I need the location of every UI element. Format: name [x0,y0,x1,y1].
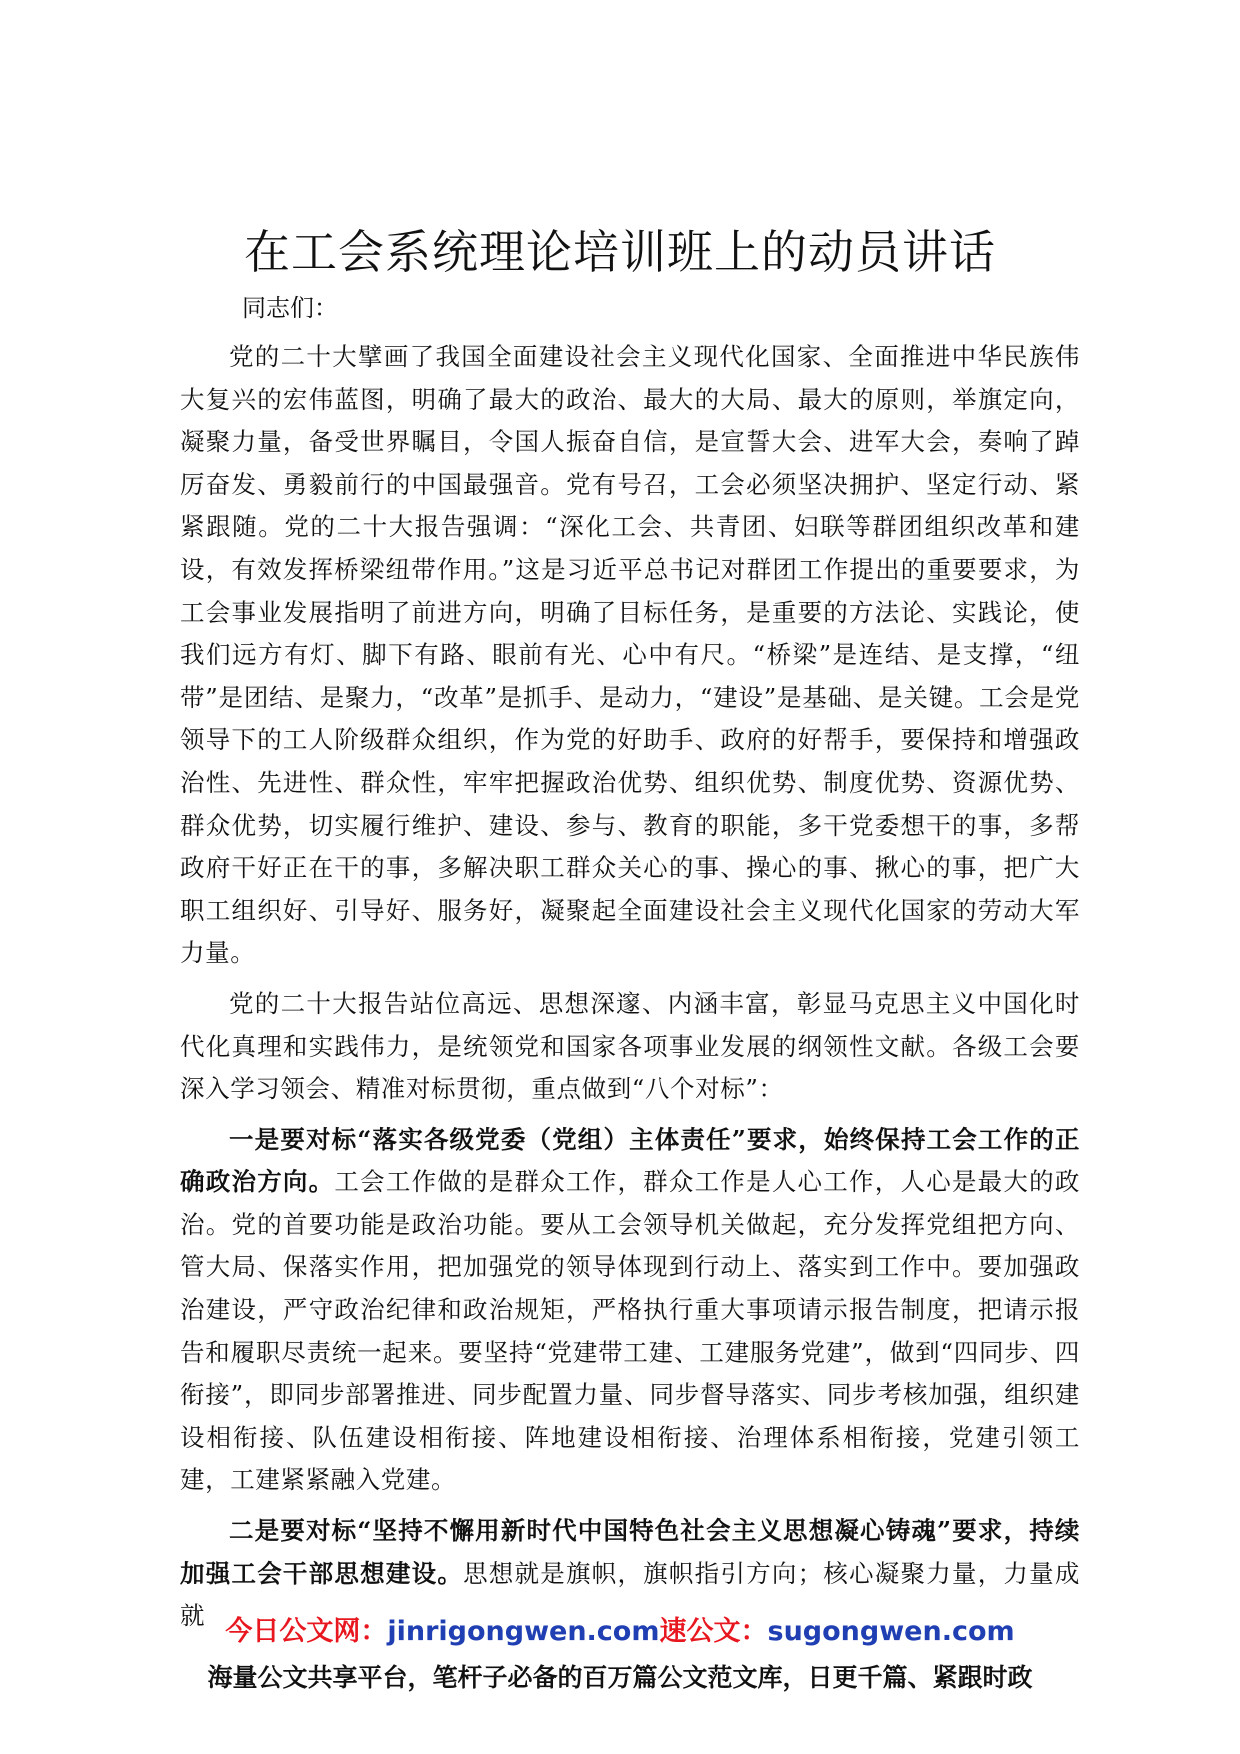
footer-sites [0,1614,1240,1650]
paragraph-lead: 二是要对标“坚持不懈用新时代中国特色社会主义思想凝心铸魂”要求，持续加强工会干部思想建设。 [180,1516,1080,1588]
paragraph-text: 工会工作做的是群众工作，群众工作是人心工作，人心是最大的政治。党的首要功能是政治功能。要从工会领导机关做起，充分发挥党组把方向、管大局、保落实作用，把加强党的领导体现到行动上、落实到工作中。要加强政治建设，严守政治纪律和政治规矩，严格执行重大事项请示报告制度，把请示报告和履职尽责统一起来。要坚持“党建带工建、工建服务党建”，做到“四同步、四衔接”，即同步部署推进、同步配置力量、同步督导落实、同步考核加强，组织建设相衔接、队伍建设相衔接、阵地建设相衔接、治理体系相衔接，党建引领工建，工建紧紧融入党建。 [180,1167,1080,1495]
paragraph-3 [180,1119,1080,1502]
site1-link[interactable]: jinrigongwen.com [387,1616,660,1647]
site2-label: 速公文： [659,1616,768,1647]
site1-label: 今日公文网： [225,1616,388,1647]
paragraph-2 [180,983,1080,1111]
paragraph-text: 党的二十大擘画了我国全面建设社会主义现代化国家、全面推进中华民族伟大复兴的宏伟蓝图，明确了最大的政治、最大的大局、最大的原则，举旗定向，凝聚力量，备受世界瞩目，令国人振奋自信，是宣誓大会、进军大会，奏响了踔厉奋发、勇毅前行的中国最强音。党有号召，工会必须坚决拥护、坚定行动、紧紧跟随。党的二十大报告强调：“深化工会、共青团、妇联等群团组织改革和建设，有效发挥桥梁纽带作用。”这是习近平总书记对群团工作提出的重要要求，为工会事业发展指明了前进方向，明确了目标任务，是重要的方法论、实践论，使我们远方有灯、脚下有路、眼前有光、心中有尺。“桥梁”是连结、是支撑，“纽带”是团结、是聚力，“改革”是抓手、是动力，“建设”是基础、是关键。工会是党领导下的工人阶级群众组织，作为党的好助手、政府的好帮手，要保持和增强政治性、先进性、群众性，牢牢把握政治优势、组织优势、制度优势、资源优势、群众优势，切实履行维护、建设、参与、教育的职能，多干党委想干的事，多帮政府干好正在干的事，多解决职工群众关心的事、操心的事、揪心的事，把广大职工组织好、引导好、服务好，凝聚起全面建设社会主义现代化国家的劳动大军力量。 [180,342,1080,968]
document-body [180,336,1080,1646]
paragraph-1 [180,336,1080,975]
document-title: 在工会系统理论培训班上的动员讲话 [244,225,996,279]
greeting: 同志们： [242,294,338,322]
footer-tagline: 海量公文共享平台，笔杆子必备的百万篇公文范文库，日更千篇、紧跟时政 [207,1663,1033,1692]
paragraph-lead: 一是要对标“落实各级党委（党组）主体责任”要求，始终保持工会工作的正确政治方向。 [180,1124,1080,1197]
paragraph-text: 思想就是旗帜，旗帜指引方向；核心凝聚力量，力量成就 [180,1558,1080,1631]
paragraph-text: 党的二十大报告站位高远、思想深邃、内涵丰富，彰显马克思主义中国化时代化真理和实践伟力，是统领党和国家各项事业发展的纲领性文献。各级工会要深入学习领会、精准对标贯彻，重点做到“八个对标”： [180,988,1080,1104]
site2-link[interactable]: sugongwen.com [767,1616,1015,1647]
